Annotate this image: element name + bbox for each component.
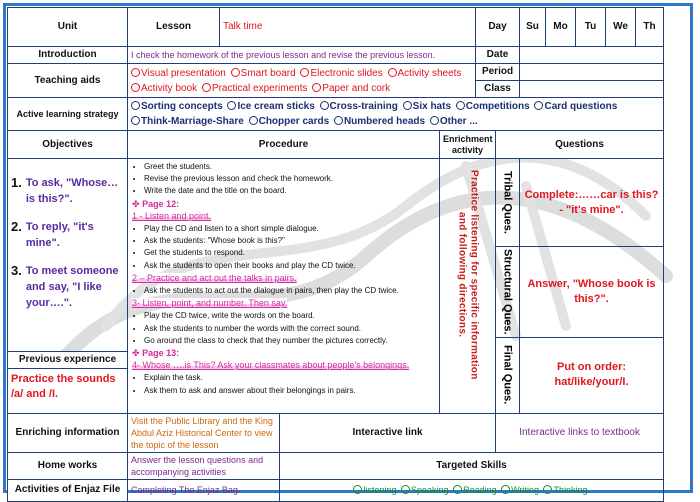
enjaz-text: Completing The Enjaz Bag	[128, 479, 280, 501]
enjaz-label: Activities of Enjaz File	[8, 479, 128, 501]
date-label: Date	[476, 47, 520, 64]
previous-experience-text: Practice the sounds /a/ and /I.	[11, 372, 116, 400]
enrichment-header: Enrichment activity	[440, 131, 496, 159]
aid-option[interactable]: Smart board	[231, 66, 296, 81]
strategy-option[interactable]: Think-Marriage-Share	[131, 114, 244, 129]
enriching-label: Enriching information	[8, 413, 128, 452]
objectives-cell	[8, 159, 128, 352]
questions-header: Questions	[496, 131, 664, 159]
lesson-plan-page	[3, 3, 693, 496]
objective-item: 1. To ask, "Whose…is this?".	[11, 175, 119, 205]
day-mo[interactable]: Mo	[546, 8, 576, 47]
strategy-option[interactable]: Chopper cards	[249, 114, 330, 129]
strategy-label: Active learning strategy	[8, 98, 128, 131]
previous-experience-cell	[8, 351, 128, 413]
section-2-title: 2 – Practice and act out the talks in pairs.	[132, 272, 297, 283]
question-answer: Answer, "Whose book is this?".	[520, 247, 664, 338]
procedure-step: • Revise the previous lesson and check the homework.	[144, 173, 435, 185]
day-su[interactable]: Su	[520, 8, 546, 47]
strategy-option[interactable]: Card questions	[534, 99, 617, 114]
star-icon: ✤	[132, 348, 140, 359]
day-we[interactable]: We	[606, 8, 636, 47]
day-th[interactable]: Th	[636, 8, 664, 47]
radio-circle-icon	[453, 485, 462, 494]
section-4-title: 4- Whose ….is This? Ask your classmates about people's belongings.	[132, 360, 410, 371]
period-label: Period	[476, 64, 520, 81]
unit-label: Unit	[8, 8, 128, 47]
radio-circle-icon	[353, 485, 362, 494]
skill-option[interactable]: listening	[353, 484, 396, 496]
enriching-text: Visit the Public Library and the King Abdul Aziz Historical Center to view the topic of the lesson	[128, 413, 280, 452]
strategy-option[interactable]: Competitions	[456, 99, 530, 114]
radio-circle-icon	[131, 101, 140, 110]
question-type-label: Final Ques.	[501, 345, 514, 405]
procedure-step: • Ask the students: "Whose book is this?"	[144, 235, 435, 247]
radio-circle-icon	[401, 485, 410, 494]
strategy-option[interactable]: Other ...	[430, 114, 478, 129]
aid-option[interactable]: Activity book	[131, 81, 197, 96]
page-12-heading: ✤ Page 12:	[132, 198, 180, 209]
enrichment-cell	[440, 159, 496, 414]
aid-option[interactable]: Electronic slides	[300, 66, 382, 81]
procedure-step: • Explain the task.	[144, 372, 435, 384]
objective-item: 2. To reply, "it's mine".	[11, 219, 94, 249]
procedure-step: • Go around the class to check that they number the pictures correctly.	[144, 335, 435, 347]
teaching-aids-label: Teaching aids	[8, 64, 128, 98]
procedure-step: • Play the CD twice, write the words on the board.	[144, 310, 435, 322]
skill-option[interactable]: Thinking	[543, 484, 587, 496]
interactive-link[interactable]: Interactive links to textbook	[496, 413, 664, 452]
question-answer: Complete:……car is this? - "it's mine".	[520, 159, 664, 247]
lesson-value: Talk time	[220, 8, 476, 47]
class-label: Class	[476, 81, 520, 98]
targeted-skills-label: Targeted Skills	[280, 452, 664, 479]
procedure-step: • Greet the students.	[144, 161, 435, 173]
day-tu[interactable]: Tu	[576, 8, 606, 47]
introduction-text: I check the homework of the previous lesson and revise the previous lesson.	[128, 47, 476, 64]
radio-circle-icon	[456, 101, 465, 110]
question-type-label: Structural Ques.	[501, 249, 514, 335]
targeted-skills-options	[280, 479, 664, 501]
procedure-step: • Ask the students to act out the dialogue in pairs, then play the CD twice.	[144, 285, 435, 297]
skill-option[interactable]: Reading	[453, 484, 497, 496]
radio-circle-icon	[312, 83, 321, 92]
radio-circle-icon	[501, 485, 510, 494]
aid-option[interactable]: Paper and cork	[312, 81, 390, 96]
section-1-title: 1 - Listen and point.	[132, 210, 212, 221]
question-answer: Put on order: hat/like/your/I.	[520, 337, 664, 413]
previous-experience-label: Previous experience	[8, 352, 127, 369]
aid-option[interactable]: Activity sheets	[388, 66, 462, 81]
procedure-step: • Write the date and the title on the board.	[144, 185, 435, 197]
skill-option[interactable]: Writing	[501, 484, 539, 496]
radio-circle-icon	[388, 68, 397, 77]
strategy-option[interactable]: Ice cream sticks	[227, 99, 314, 114]
lesson-plan-table	[7, 7, 690, 502]
date-value[interactable]	[520, 47, 664, 64]
period-value[interactable]	[520, 64, 664, 81]
radio-circle-icon	[320, 101, 329, 110]
objective-item: 3. To meet someone and say, "I like your….".	[11, 263, 119, 309]
procedure-step: • Ask the students to number the words with the correct sound.	[144, 323, 435, 335]
objectives-header: Objectives	[8, 131, 128, 159]
radio-circle-icon	[300, 68, 309, 77]
question-type-cell	[496, 247, 520, 338]
radio-circle-icon	[131, 116, 140, 125]
strategy-option[interactable]: Six hats	[403, 99, 451, 114]
question-type-cell	[496, 337, 520, 413]
skill-option[interactable]: Speaking	[401, 484, 449, 496]
procedure-cell	[128, 159, 440, 414]
procedure-step: • Get the students to respond.	[144, 247, 435, 259]
procedure-header: Procedure	[128, 131, 440, 159]
section-3-title: 3- Listen, point, and number. Then say.	[132, 298, 288, 309]
home-works-label: Home works	[8, 452, 128, 479]
introduction-label: Introduction	[8, 47, 128, 64]
radio-circle-icon	[334, 116, 343, 125]
strategy-option[interactable]: Numbered heads	[334, 114, 425, 129]
strategy-options	[128, 98, 664, 131]
teaching-aids-options	[128, 64, 476, 98]
radio-circle-icon	[131, 68, 140, 77]
radio-circle-icon	[403, 101, 412, 110]
question-type-cell	[496, 159, 520, 247]
aid-option[interactable]: Practical experiments	[202, 81, 308, 96]
interactive-link-label: Interactive link	[280, 413, 496, 452]
star-icon: ✤	[132, 198, 140, 209]
radio-circle-icon	[543, 485, 552, 494]
strategy-option[interactable]: Sorting concepts	[131, 99, 223, 114]
aid-option[interactable]: Visual presentation	[131, 66, 226, 81]
home-works-text: Answer the lesson questions and accompanying activities	[128, 452, 280, 479]
day-label: Day	[476, 8, 520, 47]
radio-circle-icon	[202, 83, 211, 92]
radio-circle-icon	[534, 101, 543, 110]
radio-circle-icon	[131, 83, 140, 92]
lesson-label: Lesson	[128, 8, 220, 47]
procedure-step: • Ask them to ask and answer about their belongings in pairs.	[144, 385, 435, 397]
enrichment-text: Practice listening for specific information and following directions.	[456, 170, 480, 380]
procedure-step: • Play the CD and listen to a short simple dialogue.	[144, 223, 435, 235]
radio-circle-icon	[430, 116, 439, 125]
procedure-step: • Ask the students to open their books and play the CD twice.	[144, 260, 435, 272]
strategy-option[interactable]: Cross-training	[320, 99, 398, 114]
page-13-heading: ✤ Page 13:	[132, 348, 180, 359]
radio-circle-icon	[227, 101, 236, 110]
class-value[interactable]	[520, 81, 664, 98]
question-type-label: Tribal Ques.	[501, 171, 514, 234]
radio-circle-icon	[231, 68, 240, 77]
radio-circle-icon	[249, 116, 258, 125]
